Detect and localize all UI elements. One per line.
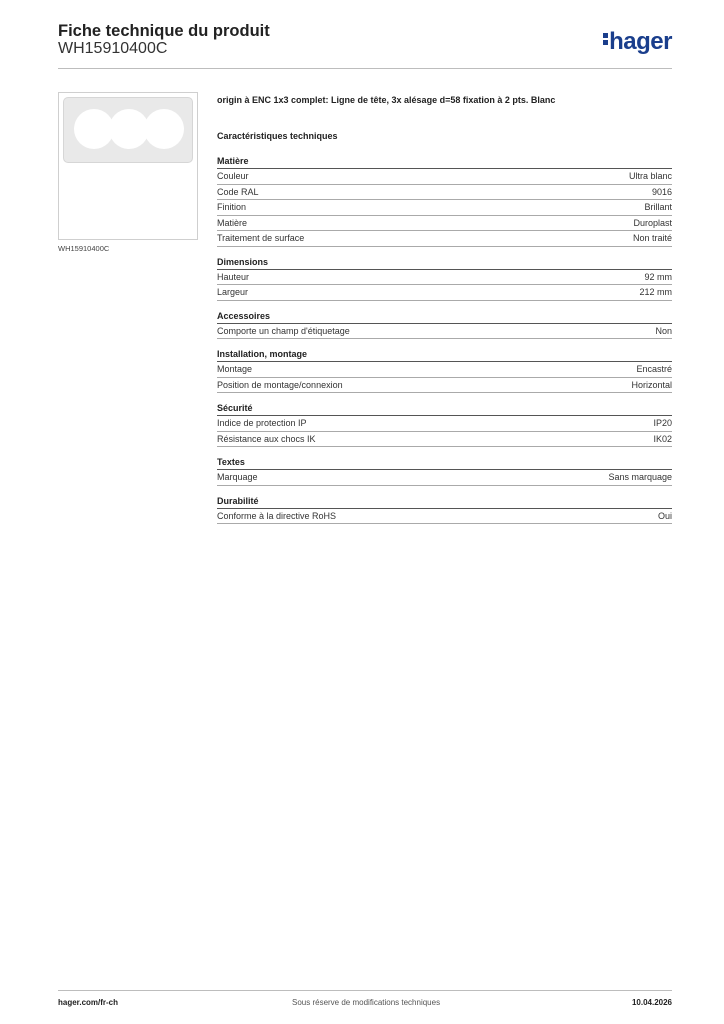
spec-label: Conforme à la directive RoHS bbox=[217, 510, 337, 521]
spec-row bbox=[217, 509, 672, 525]
spec-value: Ultra blanc bbox=[628, 171, 672, 181]
spec-value: IK02 bbox=[653, 433, 672, 444]
spec-row bbox=[217, 324, 672, 340]
spec-section-title: Dimensions bbox=[217, 256, 672, 270]
spec-row bbox=[217, 216, 672, 232]
footer-website-link[interactable]: hager.com/fr-ch bbox=[58, 998, 119, 1007]
spec-label: Montage bbox=[217, 364, 253, 374]
spec-label: Largeur bbox=[217, 287, 249, 297]
spec-row bbox=[217, 185, 672, 201]
product-description: origin à ENC 1x3 complet: Ligne de tête, 3x alésage d=58 fixation à 2 pts. Blanc bbox=[217, 95, 556, 105]
spec-row bbox=[217, 285, 672, 301]
spec-value: 212 mm bbox=[639, 287, 672, 297]
spec-label: Indice de protection IP bbox=[217, 418, 307, 428]
spec-value: Duroplast bbox=[633, 217, 672, 228]
spec-row bbox=[217, 378, 672, 394]
spec-value: Non bbox=[655, 325, 672, 336]
spec-row bbox=[217, 270, 672, 286]
spec-section bbox=[217, 348, 672, 393]
product-code-heading: WH15910400C bbox=[58, 40, 168, 57]
spec-section bbox=[217, 495, 672, 525]
spec-section-title: Durabilité bbox=[217, 495, 672, 509]
spec-section-title: Textes bbox=[217, 456, 672, 470]
spec-value: Encastré bbox=[636, 364, 672, 374]
characteristics-title: Caractéristiques techniques bbox=[217, 131, 338, 141]
footer-date: 10.04.2026 bbox=[631, 998, 672, 1007]
spec-section bbox=[217, 456, 672, 486]
spec-section-title: Matière bbox=[217, 155, 672, 169]
spec-section-title: Accessoires bbox=[217, 310, 672, 324]
footer-disclaimer: Sous réserve de modifications techniques bbox=[292, 998, 441, 1007]
spec-section bbox=[217, 402, 672, 447]
spec-section bbox=[217, 155, 672, 247]
hager-logo bbox=[603, 28, 672, 56]
spec-value: IP20 bbox=[653, 418, 672, 428]
spec-row bbox=[217, 231, 672, 247]
spec-value: Non traité bbox=[632, 233, 672, 243]
product-image bbox=[58, 92, 198, 240]
plate-opening-3 bbox=[144, 109, 184, 149]
logo-dots-icon bbox=[603, 31, 608, 47]
spec-label: Traitement de surface bbox=[217, 233, 305, 243]
spec-label: Marquage bbox=[217, 472, 258, 482]
spec-label: Hauteur bbox=[217, 271, 250, 282]
spec-row bbox=[217, 432, 672, 448]
header-divider bbox=[58, 68, 672, 69]
spec-row bbox=[217, 200, 672, 216]
spec-section bbox=[217, 256, 672, 301]
spec-section-title: Sécurité bbox=[217, 402, 672, 416]
spec-row bbox=[217, 362, 672, 378]
spec-label: Comporte un champ d'étiquetage bbox=[217, 325, 350, 336]
spec-value: Oui bbox=[657, 510, 672, 521]
specs-content bbox=[217, 95, 672, 533]
spec-row bbox=[217, 470, 672, 486]
spec-row bbox=[217, 416, 672, 432]
spec-value: Horizontal bbox=[631, 379, 672, 390]
spec-label: Matière bbox=[217, 217, 248, 228]
spec-section bbox=[217, 310, 672, 340]
spec-sections bbox=[217, 155, 672, 524]
logo-text: hager bbox=[609, 28, 672, 55]
footer-divider bbox=[58, 990, 672, 991]
spec-value: Sans marquage bbox=[608, 472, 672, 482]
page-title: Fiche technique du produit bbox=[58, 22, 270, 40]
spec-value: 92 mm bbox=[644, 271, 672, 282]
spec-label: Finition bbox=[217, 202, 247, 212]
spec-section-title: Installation, montage bbox=[217, 348, 672, 362]
spec-row bbox=[217, 169, 672, 185]
plate-opening-2 bbox=[109, 109, 149, 149]
spec-label: Résistance aux chocs IK bbox=[217, 433, 316, 444]
spec-label: Couleur bbox=[217, 171, 249, 181]
plate-opening-1 bbox=[74, 109, 114, 149]
spec-label: Code RAL bbox=[217, 186, 259, 197]
spec-value: Brillant bbox=[644, 202, 672, 212]
product-image-caption: WH15910400C bbox=[58, 244, 110, 253]
spec-value: 9016 bbox=[651, 186, 672, 197]
spec-label: Position de montage/connexion bbox=[217, 379, 343, 390]
cover-plate-graphic bbox=[63, 97, 193, 163]
